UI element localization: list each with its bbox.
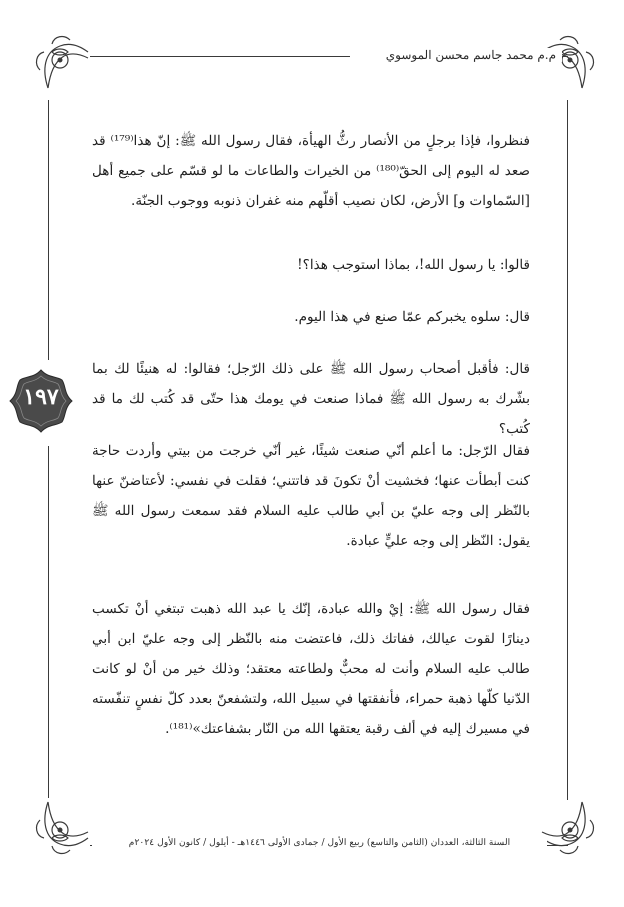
ornament-bottom-right-icon bbox=[540, 800, 600, 860]
footer-journal-info: السنة الثالثة، العددان (الثامن والتاسع) ربيع الأول / جمادى الأولى ١٤٤٦هـ - أيلول / كانون الأول ٢٠٢٤م bbox=[92, 837, 547, 848]
paragraph-text: قالوا: يا رسول الله!، بماذا استوجب هذا؟! bbox=[297, 257, 530, 273]
paragraph-text: فنظروا، فإذا برجلٍ من الأنصار رثُّ الهيأة، فقال رسول الله ﷺ: إنّ هذا⁽¹⁷⁹⁾ قد صعد له اليوم إلى الحقّ⁽¹⁸⁰⁾ من الخيرات والطاعات ما لو قسّم على جميع أهل [السّماوات و] الأرض، لكان نصيب أقلّهم منه غفران ذنوبه ووجوب الجنّة. bbox=[92, 133, 530, 209]
paragraph-5 bbox=[92, 436, 530, 556]
paragraph-4 bbox=[92, 354, 530, 444]
frame-left-line-bottom bbox=[48, 446, 49, 798]
frame-left-line-top bbox=[48, 100, 49, 360]
paragraph-text: قال: فأقبل أصحاب رسول الله ﷺ على ذلك الرّجل؛ فقالوا: له هنيئًا لك بما بشّرك به رسول الله ﷺ فماذا صنعت في يومك هذا حتّى قد كُتب لك ما قد كُتب؟ bbox=[92, 361, 530, 437]
paragraph-2 bbox=[92, 250, 530, 280]
ornament-bottom-left-icon bbox=[30, 800, 90, 860]
frame-right-line bbox=[567, 100, 568, 800]
paragraph-text: فقال رسول الله ﷺ: إيْ والله عبادة، إنّك يا عبد الله ذهبت تبتغي أنْ تكسب دينارًا لقوت عيالك، ففاتك ذلك، فاعتضت منه بالنّظر إلى وجه عليّ ابن أبي طالب عليه السلام وأنت له محبٌّ ولطاعته معتقد؛ وذلك خير من أنْ لو كانت الدّنيا كلّها ذهبة حمراء، فأنفقتها في سبيل الله، ولتشفعنّ بعدد كلّ نفسٍ تنفّسته في مسيرك إليه في ألف رقبة يعتقها الله من النّار بشفاعتك»⁽¹⁸¹⁾. bbox=[92, 601, 530, 737]
paragraph-text: قال: سلوه يخبركم عمّا صنع في هذا اليوم. bbox=[294, 309, 530, 325]
paragraph-6 bbox=[92, 594, 530, 744]
paragraph-text: فقال الرّجل: ما أعلم أنّي صنعت شيئًا، غير أنّي خرجت من بيتي وأردت حاجة كنت أبطأت عنها؛ فخشيت أنْ تكونَ قد فاتتني؛ فقلت في نفسي: لأعتاضنّ عنها بالنّظر إلى وجه عليّ بن أبي طالب عليه السلام فقد سمعت رسول الله ﷺ يقول: النّظر إلى وجه عليٍّ عبادة. bbox=[92, 443, 530, 549]
header-author: م.م محمد جاسم محسن الموسوي bbox=[350, 48, 562, 62]
page-number: ١٩٧ bbox=[23, 384, 59, 410]
paragraph-3 bbox=[92, 302, 530, 332]
paragraph-1 bbox=[92, 126, 530, 216]
ornament-top-left-icon bbox=[30, 30, 90, 90]
